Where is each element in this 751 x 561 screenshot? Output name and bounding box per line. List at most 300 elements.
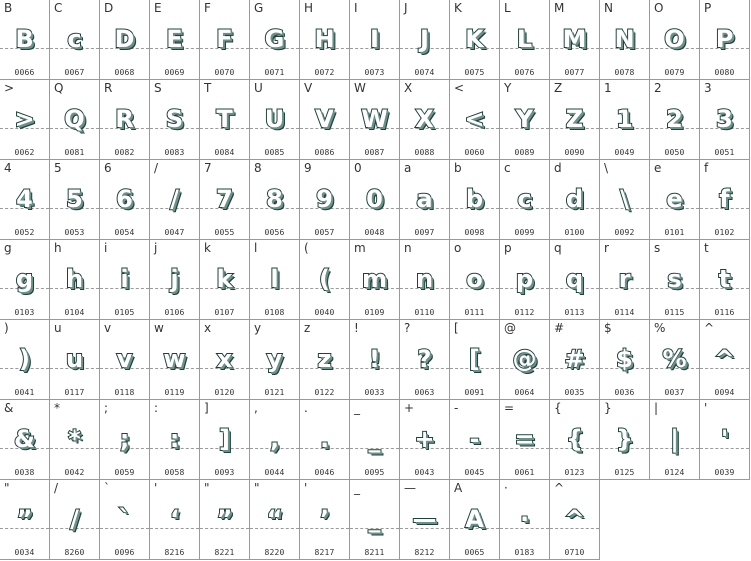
glyph-cell[interactable] bbox=[400, 320, 450, 400]
glyph-label: J bbox=[404, 1, 408, 15]
glyph-code: 0099 bbox=[514, 228, 535, 237]
glyph-label: " bbox=[4, 481, 10, 495]
glyph-code: 0060 bbox=[464, 148, 485, 157]
glyph-preview-area bbox=[50, 422, 99, 456]
glyph-cell[interactable] bbox=[300, 240, 350, 320]
glyph-label: - bbox=[454, 401, 459, 415]
glyph-preview-area bbox=[100, 262, 149, 296]
glyph-label: e bbox=[654, 161, 662, 175]
glyph-label: Y bbox=[504, 81, 512, 95]
glyph-preview: l bbox=[270, 265, 279, 293]
glyph-cell[interactable] bbox=[500, 320, 550, 400]
glyph-code: 0064 bbox=[514, 388, 535, 397]
glyph-preview: S bbox=[165, 105, 184, 133]
glyph-preview: — bbox=[412, 505, 437, 533]
glyph-preview: $ bbox=[616, 345, 633, 373]
glyph-cell[interactable] bbox=[250, 400, 300, 480]
glyph-cell[interactable] bbox=[450, 0, 500, 80]
glyph-cell[interactable] bbox=[600, 0, 650, 80]
glyph-code: 0047 bbox=[164, 228, 185, 237]
glyph-cell[interactable] bbox=[250, 480, 300, 560]
glyph-label: + bbox=[404, 401, 415, 415]
glyph-preview-area bbox=[450, 342, 499, 376]
glyph-preview-area bbox=[450, 502, 499, 536]
glyph-preview-area bbox=[400, 502, 449, 536]
glyph-cell[interactable] bbox=[200, 400, 250, 480]
glyph-preview: - bbox=[469, 425, 480, 453]
glyph-preview-area bbox=[0, 262, 49, 296]
glyph-preview-area bbox=[700, 262, 749, 296]
glyph-preview-area bbox=[400, 342, 449, 376]
glyph-code: 0040 bbox=[314, 308, 335, 317]
glyph-preview: d bbox=[565, 185, 584, 213]
glyph-label: ; bbox=[104, 401, 109, 415]
glyph-preview: 2 bbox=[666, 105, 683, 133]
glyph-label: _ bbox=[354, 481, 360, 495]
glyph-code: 0087 bbox=[364, 148, 385, 157]
glyph-label: T bbox=[204, 81, 212, 95]
glyph-label: b bbox=[454, 161, 462, 175]
glyph-cell[interactable] bbox=[50, 0, 100, 80]
glyph-cell[interactable] bbox=[150, 160, 200, 240]
glyph-code: 0086 bbox=[314, 148, 335, 157]
glyph-code: 8217 bbox=[314, 548, 335, 557]
glyph-cell[interactable] bbox=[150, 400, 200, 480]
glyph-preview: k bbox=[216, 265, 233, 293]
glyph-preview: ! bbox=[369, 345, 380, 373]
glyph-cell[interactable] bbox=[600, 80, 650, 160]
glyph-code: 8212 bbox=[414, 548, 435, 557]
glyph-preview: ” bbox=[16, 505, 33, 533]
glyph-cell[interactable] bbox=[150, 480, 200, 560]
glyph-cell[interactable] bbox=[550, 400, 600, 480]
glyph-code: 0095 bbox=[364, 468, 385, 477]
glyph-preview: y bbox=[266, 345, 283, 373]
glyph-preview: Q bbox=[64, 105, 85, 133]
glyph-preview-area bbox=[300, 342, 349, 376]
glyph-cell[interactable] bbox=[500, 160, 550, 240]
glyph-code: 0101 bbox=[664, 228, 685, 237]
glyph-preview: A bbox=[465, 505, 484, 533]
glyph-cell[interactable] bbox=[250, 0, 300, 80]
glyph-cell[interactable] bbox=[0, 400, 50, 480]
glyph-preview: ` bbox=[118, 505, 131, 533]
glyph-label: < bbox=[454, 81, 465, 95]
glyph-preview-area bbox=[700, 342, 749, 376]
glyph-code: 0070 bbox=[214, 68, 235, 77]
glyph-cell[interactable] bbox=[100, 240, 150, 320]
glyph-label: z bbox=[304, 321, 311, 335]
glyph-code: 0072 bbox=[314, 68, 335, 77]
glyph-label: j bbox=[154, 241, 158, 255]
glyph-label: [ bbox=[454, 321, 459, 335]
glyph-preview: = bbox=[514, 425, 535, 453]
glyph-label: ` bbox=[104, 481, 110, 495]
glyph-label: 6 bbox=[104, 161, 112, 175]
glyph-label: ' bbox=[304, 481, 308, 495]
glyph-preview-area bbox=[300, 262, 349, 296]
glyph-cell[interactable] bbox=[300, 160, 350, 240]
glyph-label: K bbox=[454, 1, 462, 15]
glyph-code: 0109 bbox=[364, 308, 385, 317]
glyph-code: 0042 bbox=[64, 468, 85, 477]
glyph-preview-area bbox=[400, 102, 449, 136]
glyph-cell[interactable] bbox=[250, 320, 300, 400]
glyph-cell[interactable] bbox=[500, 400, 550, 480]
glyph-label: 3 bbox=[704, 81, 712, 95]
glyph-preview: _ bbox=[368, 425, 381, 453]
glyph-label: ^ bbox=[704, 321, 715, 335]
glyph-code: 0037 bbox=[664, 388, 685, 397]
glyph-preview-area bbox=[100, 182, 149, 216]
glyph-cell[interactable] bbox=[350, 480, 400, 560]
glyph-cell[interactable] bbox=[500, 0, 550, 80]
glyph-preview: & bbox=[14, 425, 35, 453]
glyph-code: 0082 bbox=[114, 148, 135, 157]
glyph-preview-area bbox=[0, 22, 49, 56]
glyph-cell[interactable] bbox=[650, 80, 700, 160]
glyph-preview-area bbox=[250, 102, 299, 136]
glyph-label: c bbox=[504, 161, 511, 175]
glyph-label: A bbox=[454, 481, 463, 495]
glyph-code: 0124 bbox=[664, 468, 685, 477]
glyph-preview: ] bbox=[219, 425, 230, 453]
glyph-cell[interactable] bbox=[0, 160, 50, 240]
glyph-cell[interactable] bbox=[300, 400, 350, 480]
glyph-cell[interactable] bbox=[700, 400, 750, 480]
glyph-preview: c bbox=[517, 185, 532, 213]
glyph-cell[interactable] bbox=[650, 240, 700, 320]
glyph-label: s bbox=[654, 241, 661, 255]
glyph-preview-area bbox=[250, 262, 299, 296]
glyph-cell[interactable] bbox=[700, 240, 750, 320]
glyph-cell[interactable] bbox=[0, 320, 50, 400]
glyph-cell[interactable] bbox=[350, 160, 400, 240]
glyph-cell[interactable] bbox=[400, 160, 450, 240]
glyph-cell[interactable] bbox=[500, 240, 550, 320]
glyph-cell[interactable] bbox=[0, 80, 50, 160]
glyph-cell[interactable] bbox=[150, 240, 200, 320]
glyph-cell[interactable] bbox=[550, 320, 600, 400]
glyph-label: k bbox=[204, 241, 211, 255]
glyph-preview-area bbox=[200, 102, 249, 136]
glyph-cell[interactable] bbox=[350, 80, 400, 160]
glyph-preview: W bbox=[361, 105, 388, 133]
glyph-code: 0055 bbox=[214, 228, 235, 237]
glyph-label: ( bbox=[304, 241, 309, 255]
glyph-cell[interactable] bbox=[200, 80, 250, 160]
glyph-cell[interactable] bbox=[700, 160, 750, 240]
glyph-label: X bbox=[404, 81, 413, 95]
glyph-preview-area bbox=[300, 182, 349, 216]
glyph-preview: U bbox=[264, 105, 285, 133]
glyph-cell[interactable] bbox=[450, 320, 500, 400]
glyph-cell[interactable] bbox=[700, 320, 750, 400]
glyph-cell[interactable] bbox=[300, 0, 350, 80]
glyph-cell[interactable] bbox=[700, 0, 750, 80]
glyph-label: R bbox=[104, 81, 113, 95]
glyph-cell[interactable] bbox=[450, 480, 500, 560]
glyph-cell[interactable] bbox=[300, 80, 350, 160]
glyph-cell[interactable] bbox=[0, 0, 50, 80]
glyph-label: w bbox=[154, 321, 164, 335]
glyph-code: 0065 bbox=[464, 548, 485, 557]
glyph-label: " bbox=[204, 481, 210, 495]
glyph-label: 2 bbox=[654, 81, 662, 95]
glyph-cell[interactable] bbox=[650, 400, 700, 480]
glyph-label: p bbox=[504, 241, 512, 255]
glyph-preview: # bbox=[564, 345, 585, 373]
glyph-code: 0063 bbox=[414, 388, 435, 397]
glyph-code: 0085 bbox=[264, 148, 285, 157]
glyph-preview-area bbox=[700, 102, 749, 136]
glyph-preview: ) bbox=[19, 345, 30, 373]
glyph-label: i bbox=[104, 241, 108, 255]
glyph-preview: ‘ bbox=[169, 505, 180, 533]
glyph-cell[interactable] bbox=[50, 400, 100, 480]
glyph-cell[interactable] bbox=[250, 240, 300, 320]
glyph-code: 8216 bbox=[164, 548, 185, 557]
glyph-code: 0114 bbox=[614, 308, 635, 317]
glyph-code: 0045 bbox=[464, 468, 485, 477]
glyph-cell[interactable] bbox=[350, 0, 400, 80]
glyph-cell[interactable] bbox=[400, 480, 450, 560]
glyph-cell[interactable] bbox=[300, 320, 350, 400]
glyph-label: Q bbox=[54, 81, 64, 95]
glyph-cell[interactable] bbox=[100, 320, 150, 400]
glyph-label: H bbox=[304, 1, 314, 15]
glyph-cell[interactable] bbox=[650, 0, 700, 80]
glyph-cell[interactable] bbox=[450, 400, 500, 480]
glyph-preview: \ bbox=[620, 185, 629, 213]
glyph-cell[interactable] bbox=[400, 400, 450, 480]
glyph-preview: J bbox=[420, 25, 429, 53]
glyph-cell[interactable] bbox=[600, 240, 650, 320]
glyph-preview: · bbox=[519, 505, 530, 533]
glyph-preview: G bbox=[264, 25, 285, 53]
glyph-label: 4 bbox=[4, 161, 12, 175]
glyph-preview-area bbox=[500, 502, 549, 536]
glyph-preview-area bbox=[100, 342, 149, 376]
glyph-cell[interactable] bbox=[50, 480, 100, 560]
glyph-code: 0084 bbox=[214, 148, 235, 157]
glyph-preview-area bbox=[50, 342, 99, 376]
glyph-code: 0088 bbox=[414, 148, 435, 157]
glyph-label: x bbox=[204, 321, 212, 335]
glyph-label: @ bbox=[504, 321, 516, 335]
glyph-cell[interactable] bbox=[200, 240, 250, 320]
glyph-cell[interactable] bbox=[350, 240, 400, 320]
glyph-cell[interactable] bbox=[50, 320, 100, 400]
glyph-preview-area bbox=[350, 422, 399, 456]
glyph-cell[interactable] bbox=[550, 480, 600, 560]
glyph-preview-area bbox=[100, 102, 149, 136]
glyph-code: 0096 bbox=[114, 548, 135, 557]
glyph-preview: g bbox=[15, 265, 34, 293]
glyph-label: d bbox=[554, 161, 562, 175]
glyph-preview-area bbox=[450, 102, 499, 136]
glyph-preview-area bbox=[650, 262, 699, 296]
glyph-code: 0073 bbox=[364, 68, 385, 77]
glyph-preview: m bbox=[361, 265, 387, 293]
glyph-code: 0056 bbox=[264, 228, 285, 237]
glyph-code: 0089 bbox=[514, 148, 535, 157]
glyph-cell[interactable] bbox=[350, 400, 400, 480]
glyph-preview: . bbox=[319, 425, 330, 453]
glyph-preview-area bbox=[200, 502, 249, 536]
glyph-preview: Z bbox=[565, 105, 584, 133]
glyph-code: 0119 bbox=[164, 388, 185, 397]
glyph-cell[interactable] bbox=[150, 320, 200, 400]
glyph-preview-area bbox=[200, 422, 249, 456]
glyph-label: V bbox=[304, 81, 313, 95]
glyph-preview: h bbox=[65, 265, 84, 293]
glyph-preview-area bbox=[500, 262, 549, 296]
glyph-preview: D bbox=[114, 25, 135, 53]
glyph-preview: 3 bbox=[716, 105, 733, 133]
glyph-cell[interactable] bbox=[150, 0, 200, 80]
glyph-code: 0102 bbox=[714, 228, 735, 237]
glyph-cell[interactable] bbox=[550, 0, 600, 80]
glyph-cell[interactable] bbox=[650, 160, 700, 240]
glyph-label: | bbox=[654, 401, 659, 415]
glyph-code: 0078 bbox=[614, 68, 635, 77]
glyph-preview: % bbox=[662, 345, 687, 373]
glyph-cell[interactable] bbox=[100, 0, 150, 80]
glyph-preview-area bbox=[250, 22, 299, 56]
glyph-preview-area bbox=[0, 182, 49, 216]
glyph-cell[interactable] bbox=[50, 240, 100, 320]
glyph-code: 0033 bbox=[364, 388, 385, 397]
glyph-cell[interactable] bbox=[0, 480, 50, 560]
glyph-cell[interactable] bbox=[700, 80, 750, 160]
glyph-label: C bbox=[54, 1, 63, 15]
glyph-label: 9 bbox=[304, 161, 312, 175]
glyph-cell[interactable] bbox=[600, 160, 650, 240]
glyph-preview: [ bbox=[469, 345, 480, 373]
glyph-label: W bbox=[354, 81, 366, 95]
glyph-preview-area bbox=[0, 422, 49, 456]
glyph-preview-area bbox=[50, 102, 99, 136]
glyph-preview: ^ bbox=[564, 505, 585, 533]
glyph-code: 0057 bbox=[314, 228, 335, 237]
glyph-code: 0034 bbox=[14, 548, 35, 557]
glyph-cell[interactable] bbox=[400, 0, 450, 80]
glyph-preview-area bbox=[600, 102, 649, 136]
glyph-code: 8211 bbox=[364, 548, 385, 557]
glyph-label: L bbox=[504, 1, 511, 15]
glyph-cell[interactable] bbox=[250, 80, 300, 160]
glyph-code: 0079 bbox=[664, 68, 685, 77]
glyph-cell[interactable] bbox=[600, 320, 650, 400]
glyph-preview-area bbox=[400, 422, 449, 456]
glyph-cell[interactable] bbox=[50, 160, 100, 240]
glyph-cell[interactable] bbox=[400, 80, 450, 160]
glyph-label: * bbox=[54, 401, 60, 415]
glyph-cell[interactable] bbox=[450, 240, 500, 320]
glyph-preview-area bbox=[200, 182, 249, 216]
glyph-code: 0107 bbox=[214, 308, 235, 317]
glyph-cell[interactable] bbox=[200, 320, 250, 400]
glyph-code: 0108 bbox=[264, 308, 285, 317]
glyph-cell[interactable] bbox=[200, 0, 250, 80]
glyph-code: 0106 bbox=[164, 308, 185, 317]
glyph-code: 0069 bbox=[164, 68, 185, 77]
glyph-label: U bbox=[254, 81, 263, 95]
glyph-cell[interactable] bbox=[0, 240, 50, 320]
glyph-label: 8 bbox=[254, 161, 262, 175]
glyph-cell[interactable] bbox=[150, 80, 200, 160]
glyph-code: 0052 bbox=[14, 228, 35, 237]
glyph-preview-area bbox=[450, 262, 499, 296]
glyph-label: # bbox=[554, 321, 565, 335]
glyph-cell[interactable] bbox=[500, 480, 550, 560]
glyph-code: 0061 bbox=[514, 468, 535, 477]
glyph-preview: a bbox=[416, 185, 433, 213]
glyph-code: 0183 bbox=[514, 548, 535, 557]
glyph-label: g bbox=[4, 241, 12, 255]
glyph-cell[interactable] bbox=[100, 480, 150, 560]
glyph-preview: B bbox=[15, 25, 34, 53]
glyph-preview-area bbox=[50, 502, 99, 536]
glyph-preview: 9 bbox=[316, 185, 333, 213]
glyph-preview-area bbox=[550, 502, 599, 536]
glyph-label: , bbox=[254, 401, 258, 415]
glyph-preview-area bbox=[350, 502, 399, 536]
glyph-preview: | bbox=[670, 425, 679, 453]
glyph-cell[interactable] bbox=[550, 160, 600, 240]
glyph-preview-area bbox=[100, 22, 149, 56]
glyph-cell[interactable] bbox=[550, 240, 600, 320]
glyph-cell[interactable] bbox=[450, 160, 500, 240]
glyph-preview-area bbox=[700, 182, 749, 216]
glyph-cell[interactable] bbox=[550, 80, 600, 160]
glyph-cell[interactable] bbox=[400, 240, 450, 320]
glyph-cell[interactable] bbox=[450, 80, 500, 160]
glyph-cell[interactable] bbox=[50, 80, 100, 160]
glyph-preview: _ bbox=[368, 505, 381, 533]
glyph-preview: 4 bbox=[16, 185, 33, 213]
glyph-cell[interactable] bbox=[200, 480, 250, 560]
glyph-code: 0094 bbox=[714, 388, 735, 397]
glyph-preview-area bbox=[350, 22, 399, 56]
glyph-preview-area bbox=[450, 422, 499, 456]
glyph-cell[interactable] bbox=[250, 160, 300, 240]
glyph-preview-area bbox=[350, 342, 399, 376]
glyph-code: 0103 bbox=[14, 308, 35, 317]
glyph-code: 0097 bbox=[414, 228, 435, 237]
glyph-cell[interactable] bbox=[650, 320, 700, 400]
glyph-preview: p bbox=[515, 265, 534, 293]
glyph-cell[interactable] bbox=[100, 400, 150, 480]
glyph-cell[interactable] bbox=[200, 160, 250, 240]
glyph-preview-area bbox=[50, 182, 99, 216]
glyph-cell[interactable] bbox=[300, 480, 350, 560]
glyph-cell[interactable] bbox=[100, 160, 150, 240]
glyph-label: . bbox=[304, 401, 308, 415]
glyph-cell[interactable] bbox=[350, 320, 400, 400]
glyph-preview: F bbox=[216, 25, 233, 53]
glyph-cell[interactable] bbox=[600, 400, 650, 480]
glyph-cell[interactable] bbox=[500, 80, 550, 160]
glyph-preview: v bbox=[116, 345, 133, 373]
glyph-cell[interactable] bbox=[100, 80, 150, 160]
glyph-label: q bbox=[554, 241, 562, 255]
glyph-preview: Y bbox=[515, 105, 534, 133]
glyph-preview: x bbox=[216, 345, 233, 373]
glyph-preview: ( bbox=[319, 265, 330, 293]
glyph-code: 0076 bbox=[514, 68, 535, 77]
